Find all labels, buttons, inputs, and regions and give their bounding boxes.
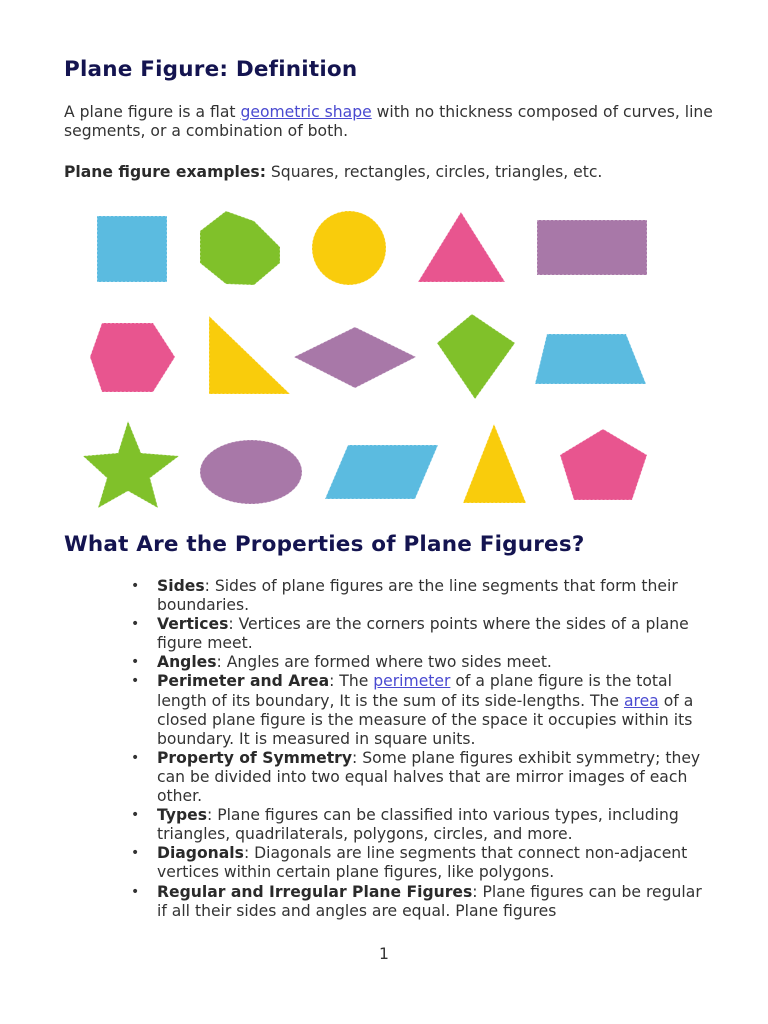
examples-label: Plane figure examples:	[64, 163, 266, 181]
pentagon-icon	[560, 429, 647, 500]
page-number: 1	[379, 945, 389, 963]
list-item	[0, 615, 702, 653]
hexagon-icon	[90, 323, 175, 392]
parallelogram-icon	[325, 445, 438, 499]
item-text: : The	[329, 672, 374, 691]
term-angles: Angles	[157, 653, 217, 672]
list-item	[0, 749, 702, 806]
item-text: of a plane figure is the total length of its boundary, It is the sum of its side-lengths. The	[157, 672, 672, 710]
term-regular-irregular: Regular and Irregular Plane Figures	[157, 882, 473, 901]
term-sides: Sides	[157, 577, 205, 595]
triangle-icon	[418, 212, 505, 282]
term-types: Types	[157, 806, 207, 825]
examples-paragraph	[64, 163, 724, 182]
heading-properties: What Are the Properties of Plane Figures?	[64, 532, 585, 557]
item-text: : Some plane figures exhibit symmetry; they can be divided into two equal halves that are mirror images of each other.	[157, 748, 701, 806]
list-item	[0, 672, 702, 748]
item-text: : Plane figures can be classified into various types, including triangles, quadrilaterals, polygons, circles, and more.	[157, 806, 679, 844]
bullet: •	[131, 578, 140, 594]
list-item	[0, 806, 702, 844]
right-triangle-icon	[209, 316, 290, 394]
perimeter-link[interactable]: perimeter	[373, 672, 451, 691]
item-text: : Diagonals are line segments that connect non-adjacent vertices within certain plane figures, like polygons.	[157, 844, 688, 882]
intro-text-after: with no thickness composed of curves, line segments, or a combination of both.	[64, 103, 713, 140]
list-item	[0, 883, 702, 921]
bullet: •	[131, 883, 140, 900]
bullet: •	[131, 673, 140, 690]
rhombus-icon	[294, 327, 416, 388]
star-icon	[83, 421, 179, 508]
isosceles-triangle-icon	[463, 424, 526, 503]
item-text: : Vertices are the corners points where the sides of a plane figure meet.	[157, 615, 689, 653]
rectangle-icon	[537, 220, 647, 275]
trapezoid-icon	[535, 334, 646, 384]
item-text: : Plane figures can be regular if all their sides and angles are equal. Plane figures	[157, 882, 702, 920]
item-text: of a closed plane figure is the measure of the space it occupies within its boundary. It is measured in square units.	[157, 691, 694, 748]
term-diagonals: Diagonals	[157, 844, 244, 863]
item-text: : Sides of plane figures are the line segments that form their boundaries.	[157, 577, 678, 615]
term-vertices: Vertices	[157, 615, 229, 634]
intro-text-before: A plane figure is a flat	[64, 103, 241, 121]
heading-plane-figure-definition: Plane Figure: Definition	[64, 57, 358, 82]
bullet: •	[131, 807, 140, 824]
plane-figures-illustration	[80, 203, 680, 513]
square-icon	[97, 216, 167, 282]
bullet: •	[131, 654, 140, 671]
term-symmetry: Property of Symmetry	[157, 748, 353, 767]
geometric-shape-link[interactable]: geometric shape	[240, 103, 372, 121]
list-item	[0, 844, 702, 882]
area-link[interactable]: area	[623, 691, 659, 710]
properties-list	[0, 577, 740, 921]
bullet: •	[131, 749, 140, 766]
examples-text: Squares, rectangles, circles, triangles, etc.	[265, 163, 603, 181]
bullet: •	[131, 616, 140, 633]
intro-paragraph	[64, 103, 724, 141]
kite-icon	[437, 314, 515, 399]
list-item	[0, 653, 702, 672]
item-text: : Angles are formed where two sides meet.	[216, 653, 552, 672]
list-item	[0, 577, 702, 615]
ellipse-icon	[200, 440, 302, 504]
octagon-icon	[200, 211, 280, 285]
bullet: •	[131, 845, 140, 862]
circle-icon	[312, 211, 386, 285]
term-perimeter-and-area: Perimeter and Area	[157, 672, 330, 691]
